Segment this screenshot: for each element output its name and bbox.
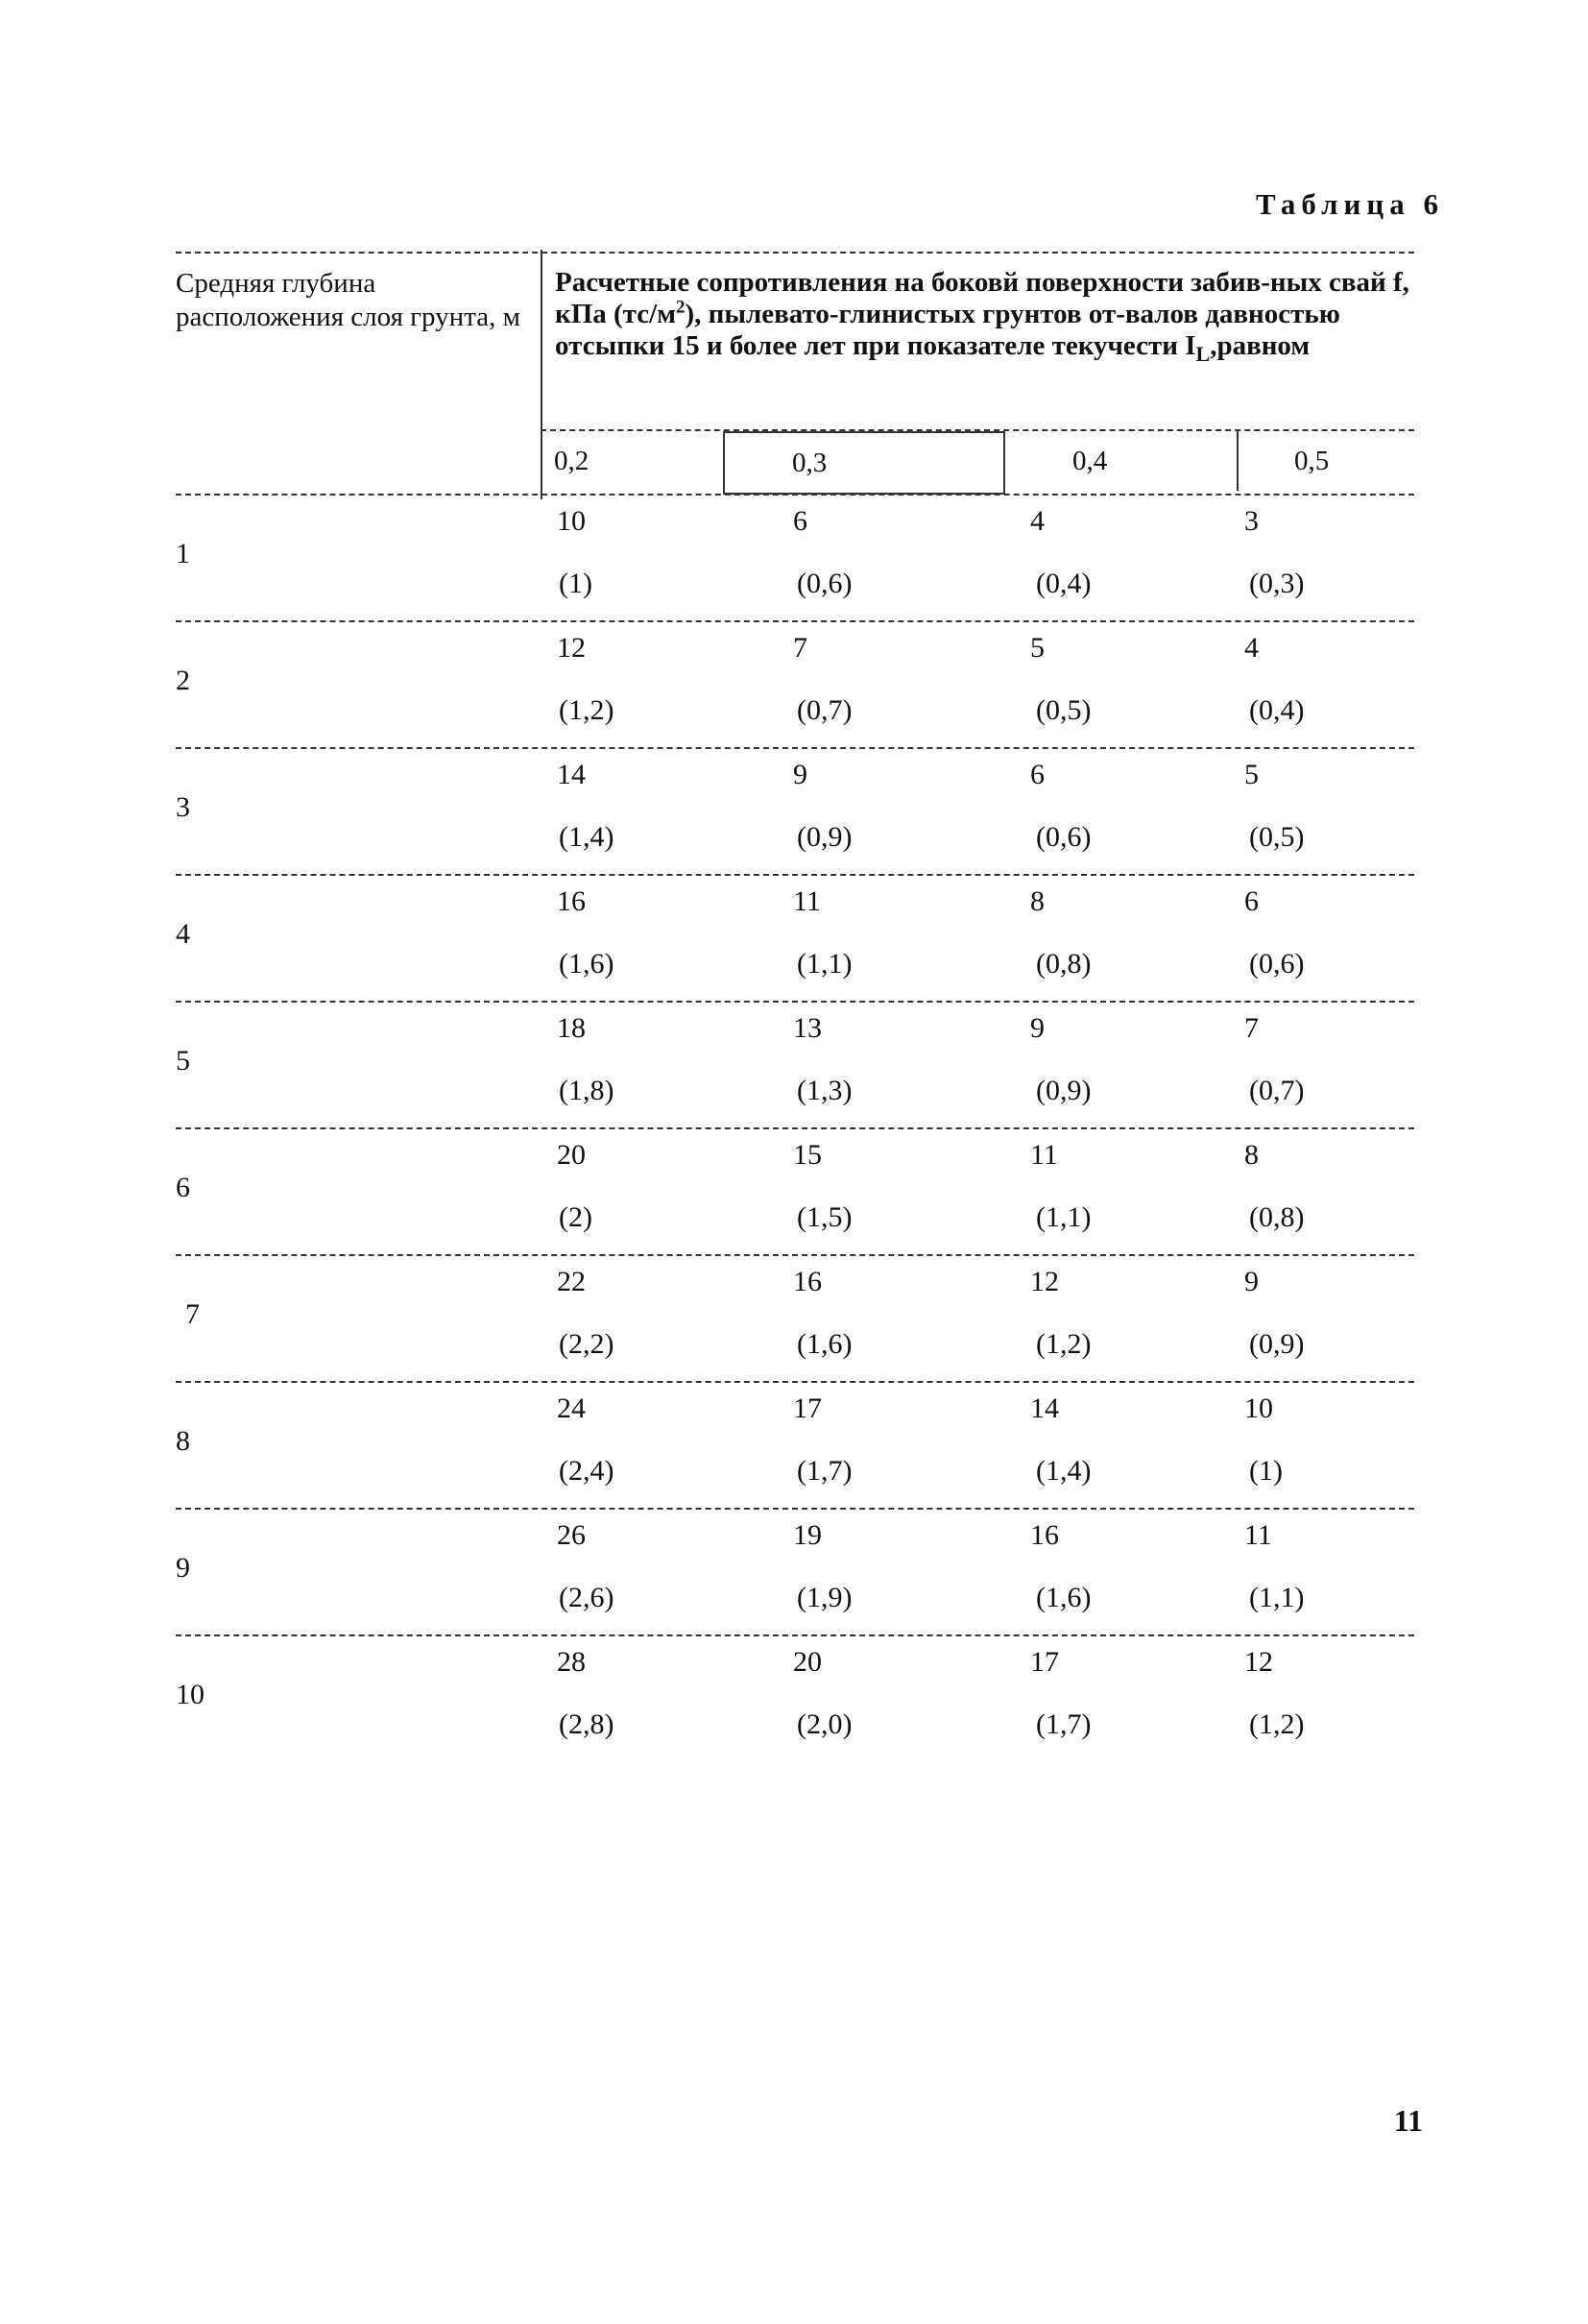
kpa-value: 16 (557, 885, 586, 917)
table-row (176, 1001, 1414, 1127)
kpa-value: 9 (793, 759, 807, 790)
kpa-value: 5 (1244, 759, 1259, 790)
table-row (176, 1634, 1414, 1761)
ts-value: (0,7) (1249, 1075, 1305, 1106)
ts-value: (2,0) (797, 1708, 853, 1740)
kpa-value: 19 (793, 1519, 822, 1551)
kpa-value: 12 (557, 632, 586, 664)
table-label: Таблица 6 (1256, 187, 1444, 221)
ts-value: (0,9) (797, 821, 853, 853)
table-row (176, 1508, 1414, 1634)
kpa-value: 17 (1030, 1646, 1059, 1678)
ts-value: (0,8) (1249, 1201, 1305, 1233)
kpa-value: 5 (1030, 632, 1045, 664)
ts-value: (1,1) (1249, 1582, 1305, 1613)
kpa-value: 16 (793, 1266, 822, 1297)
depth-cell: 6 (176, 1172, 190, 1203)
kpa-value: 16 (1030, 1519, 1059, 1551)
ts-value: (1,7) (797, 1455, 853, 1487)
ts-value: (2,2) (559, 1328, 614, 1360)
kpa-value: 4 (1244, 632, 1259, 664)
depth-cell: 1 (176, 538, 190, 569)
kpa-value: 24 (557, 1392, 586, 1424)
table-row (176, 874, 1414, 1001)
ts-value: (0,3) (1249, 568, 1305, 599)
ts-value: (1,6) (797, 1328, 853, 1360)
kpa-value: 6 (793, 505, 807, 537)
depth-column-header: Средняя глубина расположения слоя грунта, м (176, 268, 520, 332)
ts-value: (1,3) (797, 1075, 853, 1106)
il-value-cell: 0,3 (723, 431, 1005, 495)
kpa-value: 22 (557, 1266, 586, 1297)
kpa-value: 17 (793, 1392, 822, 1424)
depth-cell: 9 (176, 1552, 190, 1584)
kpa-value: 8 (1244, 1139, 1259, 1171)
resistance-header-sup: 2 (675, 297, 686, 318)
kpa-value: 18 (557, 1012, 586, 1044)
ts-value: (0,4) (1036, 568, 1092, 599)
resistance-column-header (555, 267, 1419, 366)
kpa-value: 20 (793, 1646, 822, 1678)
kpa-value: 4 (1030, 505, 1045, 537)
kpa-value: 6 (1030, 759, 1045, 790)
resistance-header-text-3: ,равном (1210, 330, 1311, 361)
ts-value: (0,4) (1249, 694, 1305, 726)
ts-value: (1,8) (559, 1075, 614, 1106)
kpa-value: 15 (793, 1139, 822, 1171)
ts-value: (1,6) (1036, 1582, 1092, 1613)
kpa-value: 11 (1244, 1519, 1272, 1551)
ts-value: (0,5) (1036, 694, 1092, 726)
ts-value: (0,9) (1036, 1075, 1092, 1106)
ts-value: (1,7) (1036, 1708, 1092, 1740)
ts-value: (1,2) (1249, 1708, 1305, 1740)
table-row (176, 1381, 1414, 1508)
il-value-cell: 0,4 (1072, 446, 1108, 476)
table-row (176, 494, 1414, 620)
kpa-value: 11 (1030, 1139, 1058, 1171)
kpa-value: 10 (557, 505, 586, 537)
ts-value: (1,5) (797, 1201, 853, 1233)
resistance-header-text-1: Расчетные сопротивления на боковй поверхности забив-ных свай f, кПа (тс/м (555, 267, 1409, 329)
kpa-value: 8 (1030, 885, 1045, 917)
depth-cell: 8 (176, 1425, 190, 1457)
ts-value: (1) (559, 568, 592, 599)
il-value-cell: 0,5 (1237, 431, 1467, 491)
ts-value: (0,7) (797, 694, 853, 726)
ts-value: (1,2) (1036, 1328, 1092, 1360)
ts-value: (2,8) (559, 1708, 614, 1740)
table-row (176, 1254, 1414, 1381)
depth-cell: 10 (176, 1679, 205, 1710)
page-number: 11 (1393, 2103, 1423, 2138)
kpa-value: 13 (793, 1012, 822, 1044)
ts-value: (1,6) (559, 948, 614, 980)
ts-value: (0,6) (1036, 821, 1092, 853)
kpa-value: 14 (1030, 1392, 1059, 1424)
depth-cell: 5 (176, 1045, 190, 1077)
ts-value: (2,4) (559, 1455, 614, 1487)
il-values-row (541, 431, 1414, 493)
ts-value: (1,1) (797, 948, 853, 980)
kpa-value: 12 (1244, 1646, 1273, 1678)
kpa-value: 20 (557, 1139, 586, 1171)
kpa-value: 28 (557, 1646, 586, 1678)
kpa-value: 3 (1244, 505, 1259, 537)
kpa-value: 9 (1244, 1266, 1259, 1297)
ts-value: (2) (559, 1201, 592, 1233)
table-header (176, 254, 1414, 494)
kpa-value: 7 (1244, 1012, 1259, 1044)
ts-value: (1) (1249, 1455, 1283, 1487)
ts-value: (1,1) (1036, 1201, 1092, 1233)
kpa-value: 10 (1244, 1392, 1273, 1424)
ts-value: (0,9) (1249, 1328, 1305, 1360)
depth-cell: 2 (176, 665, 190, 696)
resistance-header-sub: L (1195, 341, 1211, 366)
resistance-table (176, 252, 1414, 1761)
ts-value: (0,5) (1249, 821, 1305, 853)
kpa-value: 7 (793, 632, 807, 664)
depth-cell: 3 (176, 791, 190, 823)
ts-value: (1,2) (559, 694, 614, 726)
kpa-value: 26 (557, 1519, 586, 1551)
il-value-cell: 0,2 (554, 446, 589, 476)
ts-value: (0,6) (797, 568, 853, 599)
ts-value: (0,6) (1249, 948, 1305, 980)
table-row (176, 1127, 1414, 1254)
table-row (176, 747, 1414, 874)
ts-value: (2,6) (559, 1582, 614, 1613)
ts-value: (1,4) (1036, 1455, 1092, 1487)
table-body (176, 494, 1414, 1761)
kpa-value: 11 (793, 885, 821, 917)
ts-value: (1,4) (559, 821, 614, 853)
depth-cell: 4 (176, 918, 190, 950)
table-row (176, 620, 1414, 747)
depth-cell: 7 (185, 1298, 200, 1330)
kpa-value: 6 (1244, 885, 1259, 917)
ts-value: (0,8) (1036, 948, 1092, 980)
kpa-value: 14 (557, 759, 586, 790)
resistance-header-text-2: ), пылевато-глинистых грунтов от-валов давностью отсыпки 15 и более лет при показателе текучести I (555, 299, 1340, 361)
kpa-value: 12 (1030, 1266, 1059, 1297)
ts-value: (1,9) (797, 1582, 853, 1613)
kpa-value: 9 (1030, 1012, 1045, 1044)
